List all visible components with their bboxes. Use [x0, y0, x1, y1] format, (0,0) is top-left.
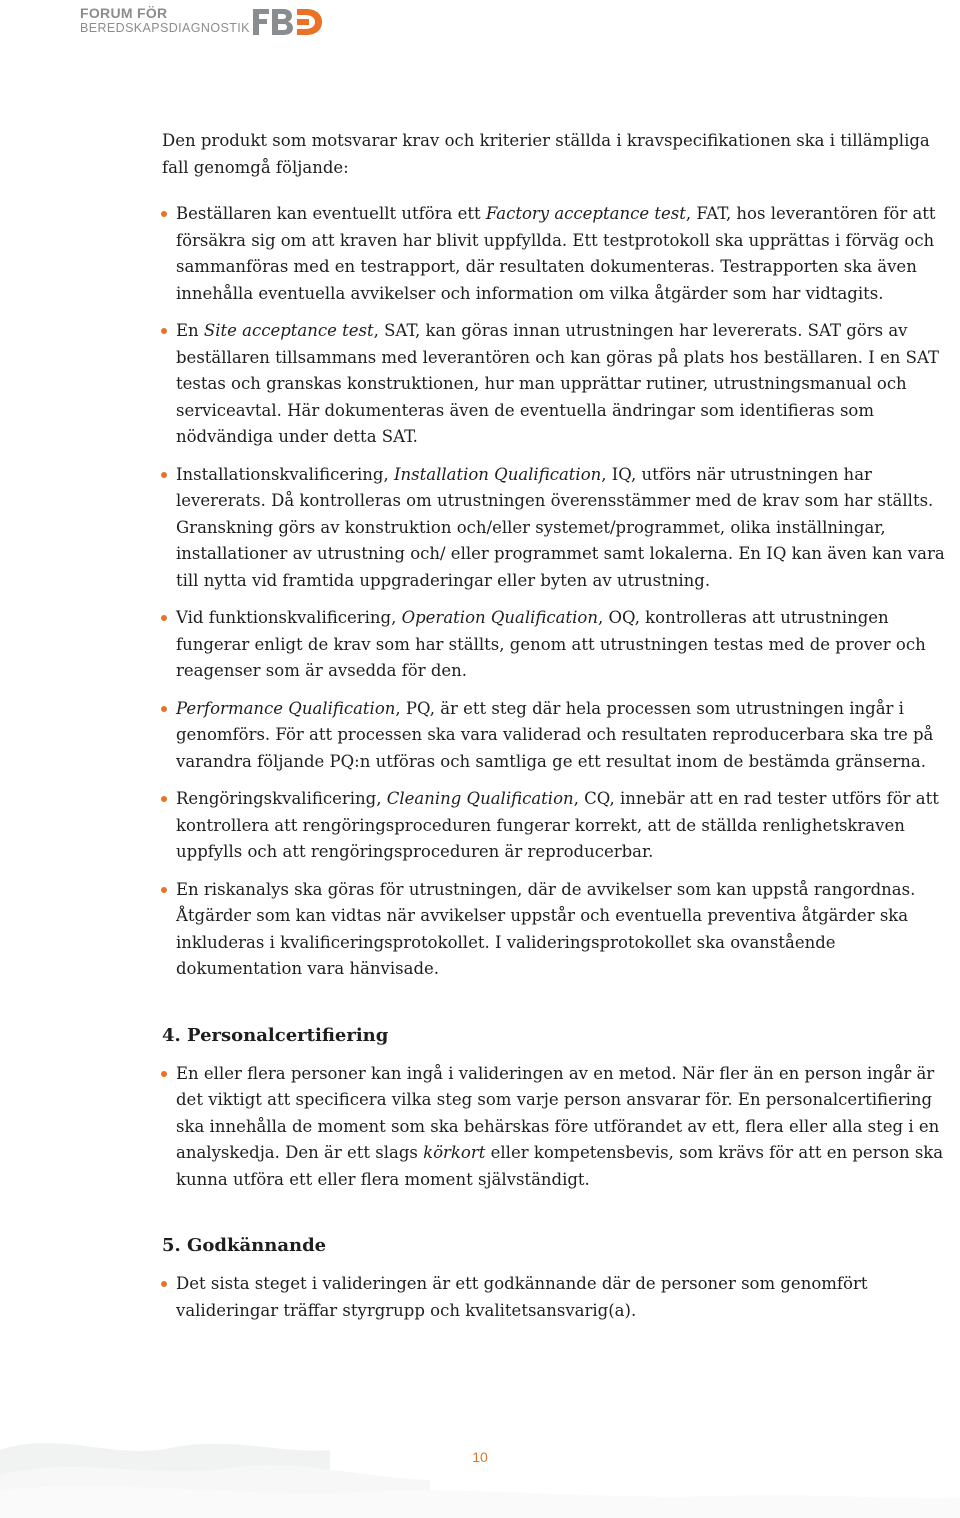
brand-name: [80, 6, 250, 36]
list-item: En eller flera personer kan ingå i valideringen av en metod. När fler än en person ingår är det viktigt att specificera vilka steg som varje person ansvarar för. En personalcertifiering ska innehålla de moment som ska behärskas före utförandet av ett, flera eller alla steg i en analyskedja. Den är ett slags körkort eller kompetensbevis, som krävs för att en person ska kunna utföra ett eller flera moment självständigt.: [160, 1061, 960, 1194]
validation-steps-list: [160, 201, 960, 983]
list-item: Performance Qualification, PQ, är ett steg där hela processen som utrustningen ingår i genomförs. För att processen ska vara validerad och resultaten reproducerbara ska tre på varandra följande PQ:n utföras och samtliga ge ett resultat inom de bestämda gränserna.: [160, 696, 960, 776]
fbd-logo-icon: [250, 6, 332, 38]
page-number: 10: [472, 1449, 488, 1465]
list-item: Installationskvalificering, Installation Qualification, IQ, utförs när utrustningen har levererats. Då kontrolleras om utrustningen överensstämmer med de krav som har ställts. Granskning görs av konstruktion och/eller systemet/programmet, olika inställningar, installationer av utrustning och/ eller programmet samt lokalerna. En IQ kan även kan vara till nytta vid framtida uppgraderingar eller byten av utrustning.: [160, 462, 960, 595]
list-item: Det sista steget i valideringen är ett godkännande där de personer som genomfört valideringar träffar styrgrupp och kvalitetsansvarig(a).: [160, 1271, 960, 1324]
brand-line-1: FORUM FÖR: [80, 5, 168, 21]
bullet-icon: [161, 887, 167, 893]
list-item: En riskanalys ska göras för utrustningen, där de avvikelser som kan uppstå rangordnas. Åtgärder som kan vidtas när avvikelser uppstår och eventuella preventiva åtgärder ska inkluderas i kvalificeringsprotokollet. I valideringsprotokollet ska ovanstående dokumentation vara hänvisade.: [160, 877, 960, 983]
bullet-icon: [161, 1071, 167, 1077]
bullet-icon: [161, 615, 167, 621]
list-item: Vid funktionskvalificering, Operation Qualification, OQ, kontrolleras att utrustningen fungerar enligt de krav som har ställts, genom att utrustningen testas med de prover och reagenser som är avsedda för den.: [160, 605, 960, 685]
list-item: Beställaren kan eventuellt utföra ett Factory acceptance test, FAT, hos leverantören för att försäkra sig om att kraven har blivit uppfyllda. Ett testprotokoll ska upprättas i förväg och sammanföras med en testrapport, där resultaten dokumenteras. Testrapporten ska även innehålla eventuella avvikelser och information om vilka åtgärder som har vidtagits.: [160, 201, 960, 307]
footer-wave-decoration: [0, 1420, 960, 1518]
section-heading-personalcertifiering: 4. Personalcertifiering: [162, 1024, 389, 1046]
bullet-icon: [161, 472, 167, 478]
intro-paragraph: Den produkt som motsvarar krav och kriterier ställda i kravspecifikationen ska i tillämpliga fall genomgå följande:: [162, 131, 930, 177]
godkannande-list: [160, 1271, 960, 1324]
section-heading-godkannande: 5. Godkännande: [162, 1235, 327, 1256]
header: [80, 6, 360, 40]
bullet-icon: [161, 211, 167, 217]
bullet-icon: [161, 328, 167, 334]
list-item: En Site acceptance test, SAT, kan göras innan utrustningen har levererats. SAT görs av beställaren tillsammans med leverantören och kan göras på plats hos beställaren. I en SAT testas och granskas konstruktionen, hur man upprättar rutiner, utrustningsmanual och serviceavtal. Här dokumenteras även de eventuella ändringar som identifieras som nödvändiga under detta SAT.: [160, 318, 960, 451]
bullet-icon: [161, 1281, 167, 1287]
list-item: Rengöringskvalificering, Cleaning Qualification, CQ, innebär att en rad tester utförs för att kontrollera att rengöringsproceduren fungerar korrekt, att de ställda renlighetskraven uppfylls och att rengöringsproceduren är reproducerbar.: [160, 786, 960, 866]
brand-line-2: BEREDSKAPSDIAGNOSTIK: [80, 21, 250, 35]
personalcertifiering-list: [160, 1061, 960, 1194]
document-body: [160, 128, 960, 1335]
bullet-icon: [161, 796, 167, 802]
bullet-icon: [161, 706, 167, 712]
